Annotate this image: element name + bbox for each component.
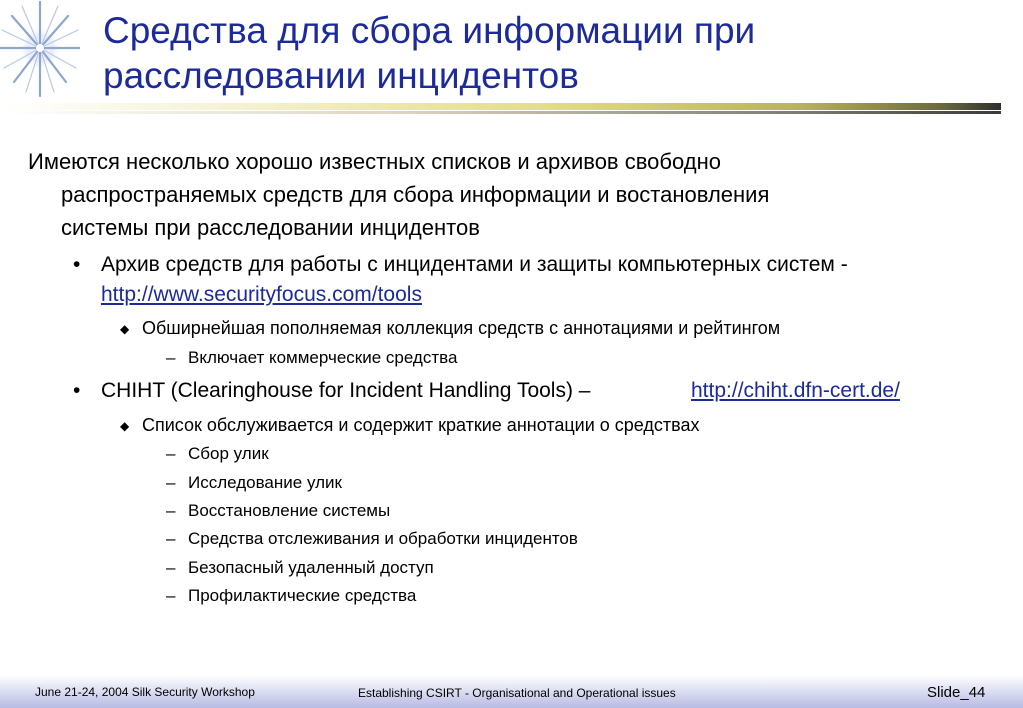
list-item: Средства отслеживания и обработки инцидентов xyxy=(188,529,578,548)
footer-event: June 21-24, 2004 Silk Security Workshop xyxy=(35,685,255,699)
item2-text: CHIHT (Clearinghouse for Incident Handling Tools) – xyxy=(101,379,591,402)
chiht-link[interactable]: http://chiht.dfn-cert.de/ xyxy=(691,379,900,402)
diamond-bullet-icon: ◆ xyxy=(120,322,130,336)
slide-number: Slide_44 xyxy=(927,684,986,701)
slide-title-line-2: расследовании инцидентов xyxy=(103,55,579,96)
item2-sub-text: Список обслуживается и содержит краткие аннотации о средствах xyxy=(142,415,700,435)
dash-bullet-icon: – xyxy=(166,348,176,367)
slide-title xyxy=(103,8,983,98)
starburst-icon xyxy=(0,0,80,100)
intro-line-3: системы при расследовании инцидентов xyxy=(61,215,480,240)
title-divider-shadow xyxy=(0,111,1001,114)
item1-subsub-text: Включает коммерческие средства xyxy=(188,348,458,367)
list-item: Профилактические средства xyxy=(188,586,417,605)
list-item: Восстановление системы xyxy=(188,501,391,520)
title-divider xyxy=(0,103,1001,110)
footer-presentation-title: Establishing CSIRT - Organisational and Operational issues xyxy=(358,686,676,700)
dash-bullet-icon: – xyxy=(166,501,176,520)
dash-bullet-icon: – xyxy=(166,558,176,577)
list-item: Сбор улик xyxy=(188,444,269,463)
item1-sub-text: Обширнейшая пополняемая коллекция средств с аннотациями и рейтингом xyxy=(142,318,781,338)
intro-line-2: распространяемых средств для сбора информации и востановления xyxy=(61,182,770,207)
list-item: Безопасный удаленный доступ xyxy=(188,558,434,577)
dash-bullet-icon: – xyxy=(166,444,176,463)
dash-bullet-icon: – xyxy=(166,473,176,492)
item1-text: Архив средств для работы с инцидентами и защиты компьютерных систем - xyxy=(101,253,848,276)
securityfocus-link[interactable]: http://www.securityfocus.com/tools xyxy=(101,283,422,306)
intro-line-1: Имеются несколько хорошо известных списков и архивов свободно xyxy=(28,149,721,174)
list-item: Исследование улик xyxy=(188,473,342,492)
slide-footer xyxy=(0,675,1023,708)
slide-title-line-1: Средства для сбора информации при xyxy=(103,10,756,51)
diamond-bullet-icon: ◆ xyxy=(120,419,130,433)
dash-bullet-icon: – xyxy=(166,586,176,605)
dash-bullet-icon: – xyxy=(166,529,176,548)
bullet-dot-icon: • xyxy=(73,379,81,402)
bullet-dot-icon: • xyxy=(73,253,81,276)
